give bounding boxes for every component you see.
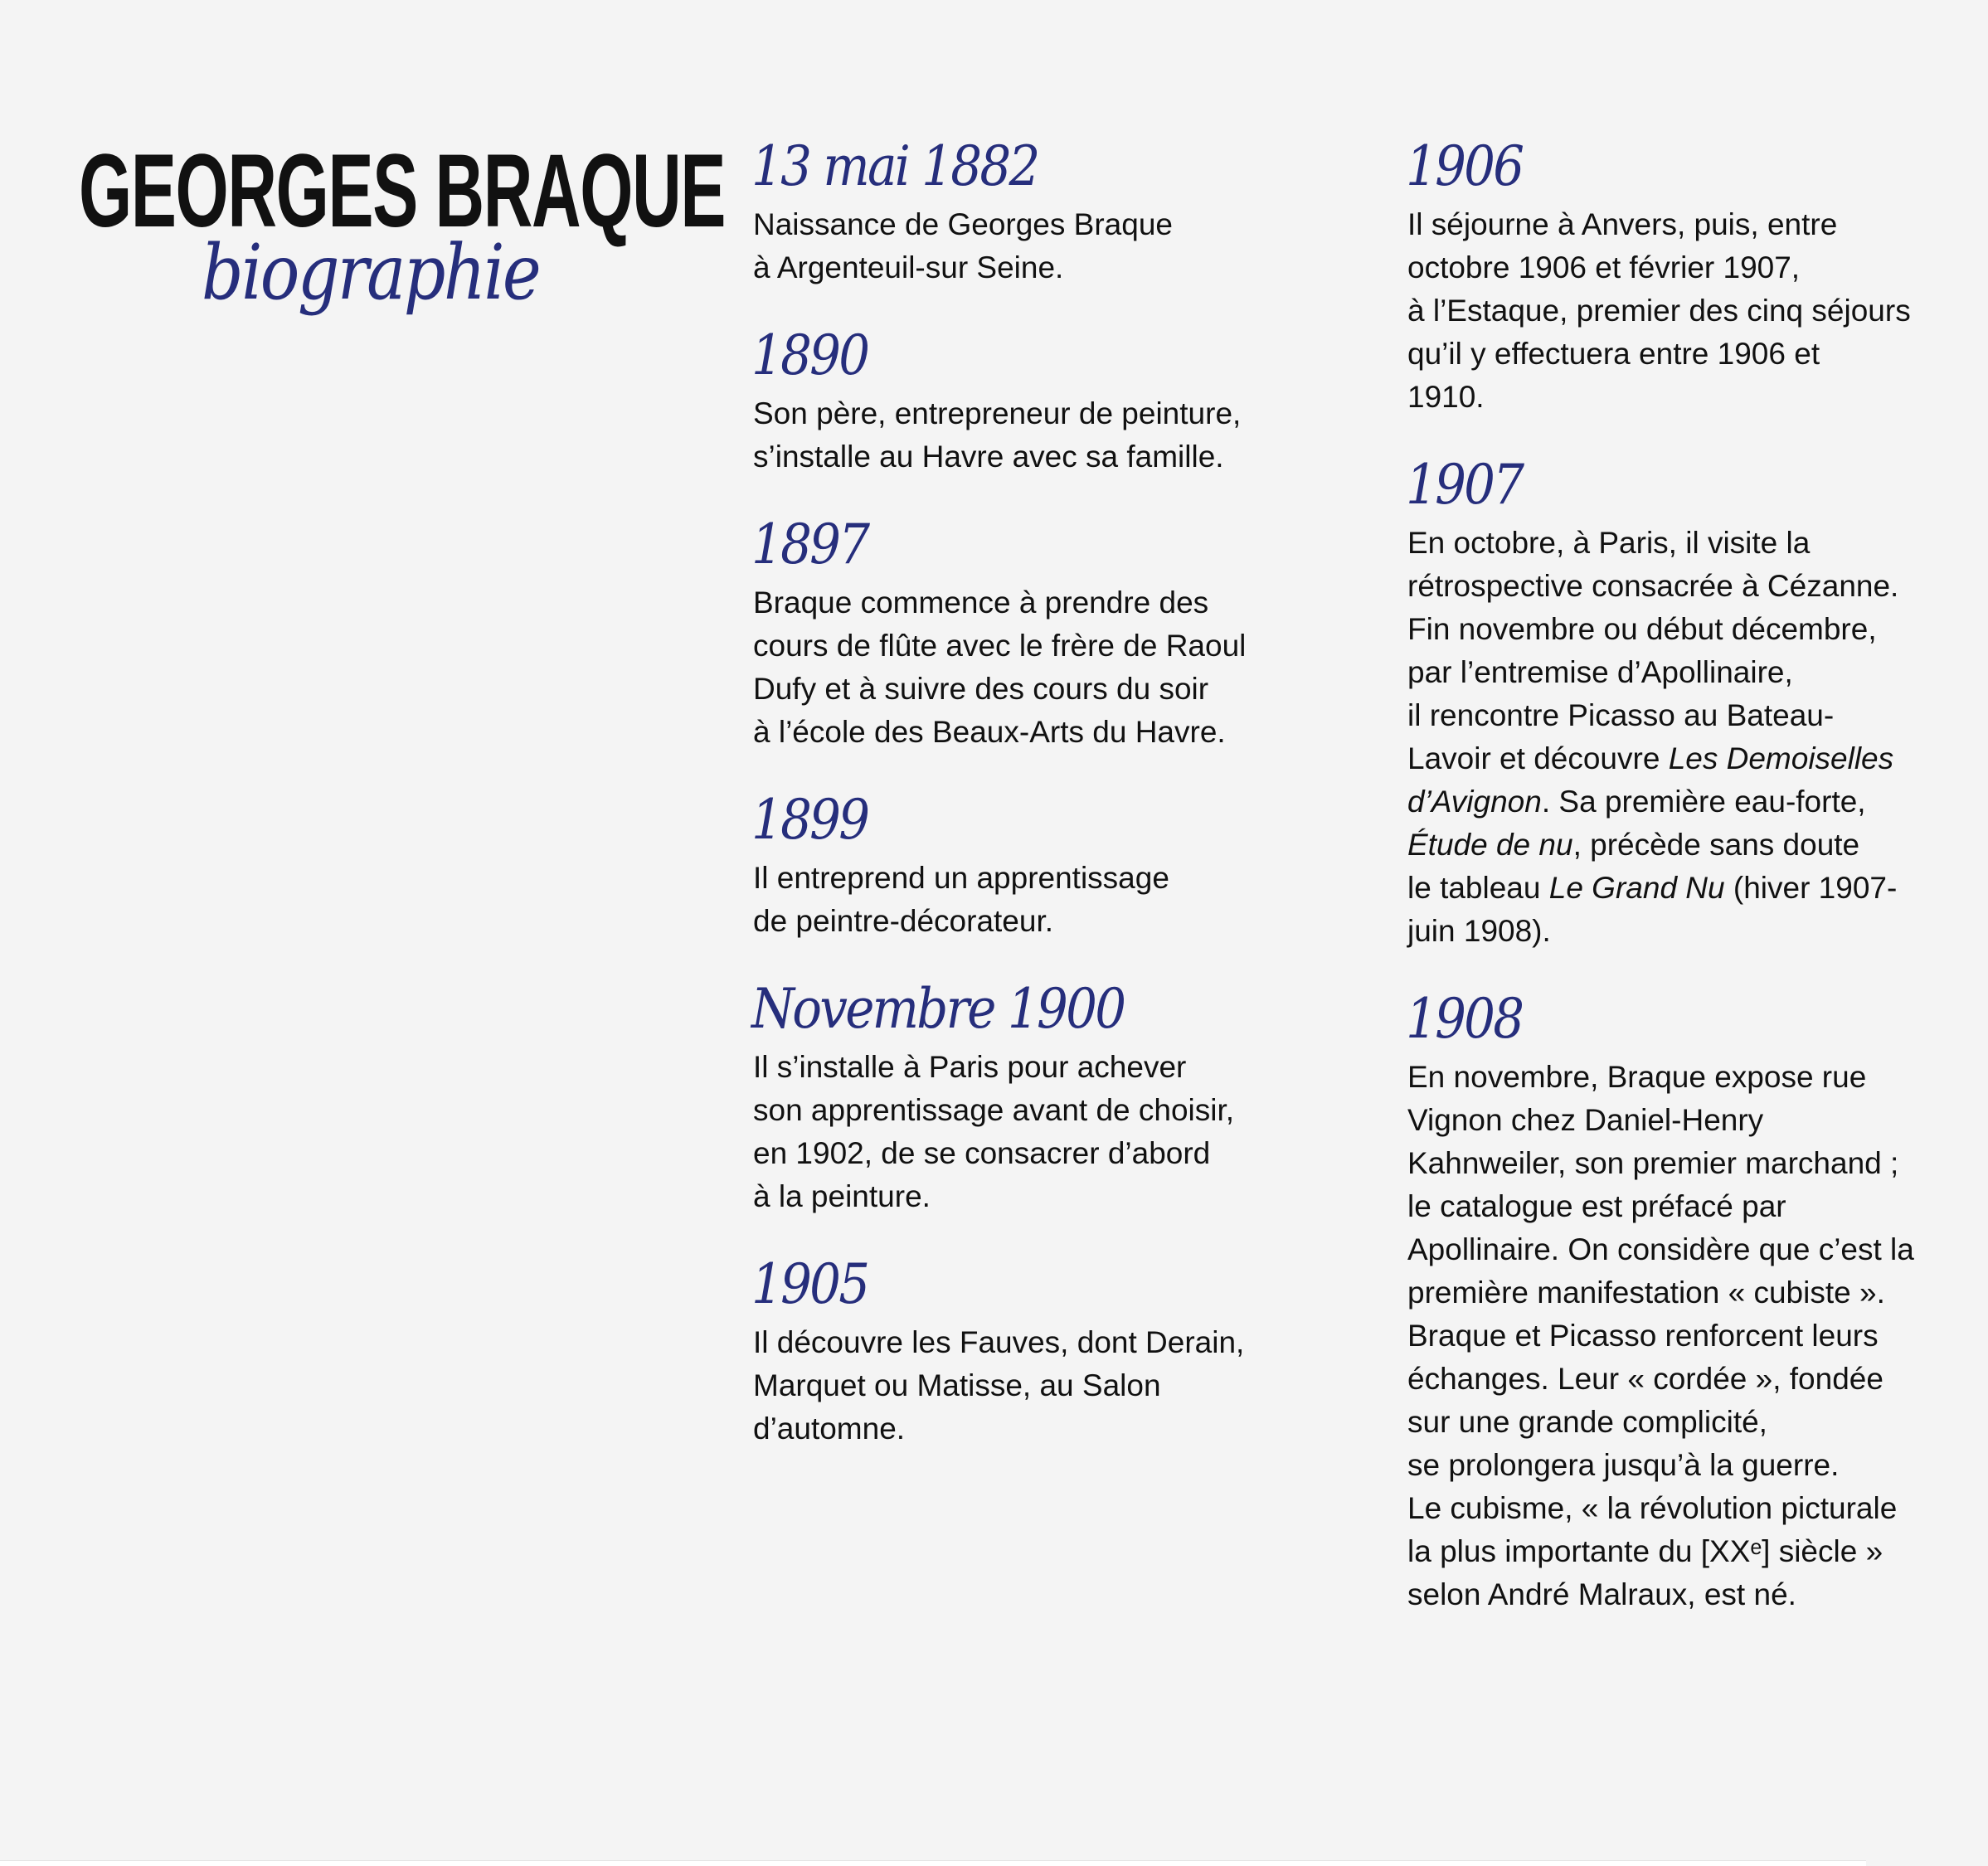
text-line: à Argenteuil-sur Seine.	[753, 250, 1064, 284]
entry-text	[753, 1046, 1350, 1218]
title-block	[79, 134, 726, 317]
artwork-title: Étude de nu	[1407, 828, 1573, 862]
page-title: GEORGES BRAQUE	[79, 134, 726, 249]
entry-text	[1407, 522, 1988, 953]
artwork-title: Les Demoiselles	[1668, 741, 1894, 775]
text-line: le catalogue est préfacé par	[1407, 1189, 1786, 1223]
entry-text	[753, 857, 1350, 943]
entry-text	[1407, 1056, 1988, 1616]
entry-date: 1908	[1406, 987, 1523, 1051]
text-line: Kahnweiler, son premier marchand ;	[1407, 1146, 1899, 1180]
text-run: , précède sans doute	[1572, 828, 1860, 862]
text-line: En novembre, Braque expose rue	[1407, 1060, 1867, 1094]
text-line: Le cubisme, « la révolution picturale	[1407, 1491, 1898, 1525]
entry-text	[753, 392, 1350, 479]
text-line	[1407, 737, 1988, 780]
text-run: (hiver 1907-	[1724, 871, 1898, 905]
artwork-title: Le Grand Nu	[1548, 871, 1725, 905]
text-line: octobre 1906 et février 1907,	[1407, 250, 1801, 284]
text-line: sur une grande complicité,	[1407, 1405, 1767, 1439]
timeline-entry	[1406, 987, 1988, 1616]
text-line: selon André Malraux, est né.	[1407, 1577, 1796, 1611]
text-line: Son père, entrepreneur de peinture,	[753, 396, 1242, 430]
entry-date: 13 mai 1882	[751, 134, 1038, 198]
entry-date: 1897	[751, 513, 868, 576]
text-line: Braque et Picasso renforcent leurs	[1407, 1319, 1879, 1353]
text-line: Dufy et à suivre des cours du soir	[753, 672, 1209, 706]
bottom-rule	[0, 1860, 1866, 1866]
text-line: en 1902, de se consacrer d’abord	[753, 1136, 1211, 1170]
text-line: Vignon chez Daniel-Henry	[1407, 1103, 1764, 1137]
text-line: échanges. Leur « cordée », fondée	[1407, 1362, 1883, 1396]
text-line: qu’il y effectuera entre 1906 et	[1407, 337, 1820, 371]
text-line: son apprentissage avant de choisir,	[753, 1093, 1235, 1127]
text-line	[1407, 780, 1988, 824]
text-line: première manifestation « cubiste ».	[1407, 1276, 1885, 1310]
text-line: d’automne.	[753, 1412, 906, 1446]
entry-date: 1890	[751, 323, 868, 387]
text-line: Apollinaire. On considère que c’est la	[1407, 1232, 1914, 1266]
timeline-entry	[751, 977, 1350, 1218]
entry-text	[753, 581, 1350, 754]
text-line: 1910.	[1407, 380, 1485, 414]
timeline-entry	[751, 1252, 1350, 1451]
timeline-entry	[1406, 453, 1988, 953]
text-line	[1407, 824, 1988, 867]
text-line: Braque commence à prendre des	[753, 586, 1209, 620]
entry-date: 1899	[751, 788, 868, 852]
text-line: Il séjourne à Anvers, puis, entre	[1407, 207, 1838, 241]
timeline-column-1	[751, 134, 1350, 1489]
text-line: Fin novembre ou début décembre,	[1407, 612, 1877, 646]
text-line: la plus importante du [XXᵉ] siècle »	[1407, 1534, 1883, 1568]
page-subtitle: biographie	[202, 228, 540, 317]
timeline-entry	[1406, 134, 1988, 419]
text-line: En octobre, à Paris, il visite la	[1407, 526, 1811, 560]
timeline-entry	[751, 788, 1350, 943]
timeline-entry	[751, 323, 1350, 479]
artwork-title: d’Avignon	[1407, 785, 1542, 819]
text-line	[1407, 867, 1988, 910]
entry-date: 1905	[751, 1252, 868, 1316]
text-run: Lavoir et découvre	[1407, 741, 1669, 775]
text-line: rétrospective consacrée à Cézanne.	[1407, 569, 1899, 603]
text-line: Il entreprend un apprentissage	[753, 861, 1169, 895]
entry-date: 1907	[1406, 453, 1523, 517]
text-line: de peintre-décorateur.	[753, 904, 1054, 938]
text-run: le tableau	[1407, 871, 1549, 905]
text-line: Il découvre les Fauves, dont Derain,	[753, 1325, 1245, 1359]
text-line: à l’école des Beaux-Arts du Havre.	[753, 715, 1226, 749]
text-line: il rencontre Picasso au Bateau-	[1407, 698, 1835, 732]
entry-date: Novembre 1900	[751, 977, 1125, 1041]
entry-text	[753, 203, 1350, 289]
timeline-entry	[751, 513, 1350, 754]
text-line: Marquet ou Matisse, au Salon	[753, 1368, 1161, 1402]
entry-date: 1906	[1406, 134, 1523, 198]
text-line: à l’Estaque, premier des cinq séjours	[1407, 294, 1911, 328]
text-line: Naissance de Georges Braque	[753, 207, 1173, 241]
timeline-entry	[751, 134, 1350, 289]
text-line: Il s’installe à Paris pour achever	[753, 1050, 1187, 1084]
entry-text	[1407, 203, 1988, 419]
text-line: à la peinture.	[753, 1179, 931, 1213]
text-line: juin 1908).	[1407, 914, 1551, 948]
text-line: cours de flûte avec le frère de Raoul	[753, 629, 1247, 663]
text-line: s’installe au Havre avec sa famille.	[753, 440, 1224, 474]
text-line: se prolongera jusqu’à la guerre.	[1407, 1448, 1840, 1482]
timeline-column-2	[1406, 134, 1988, 1655]
entry-text	[753, 1321, 1350, 1451]
text-line: par l’entremise d’Apollinaire,	[1407, 655, 1793, 689]
text-run: . Sa première eau-forte,	[1541, 785, 1866, 819]
